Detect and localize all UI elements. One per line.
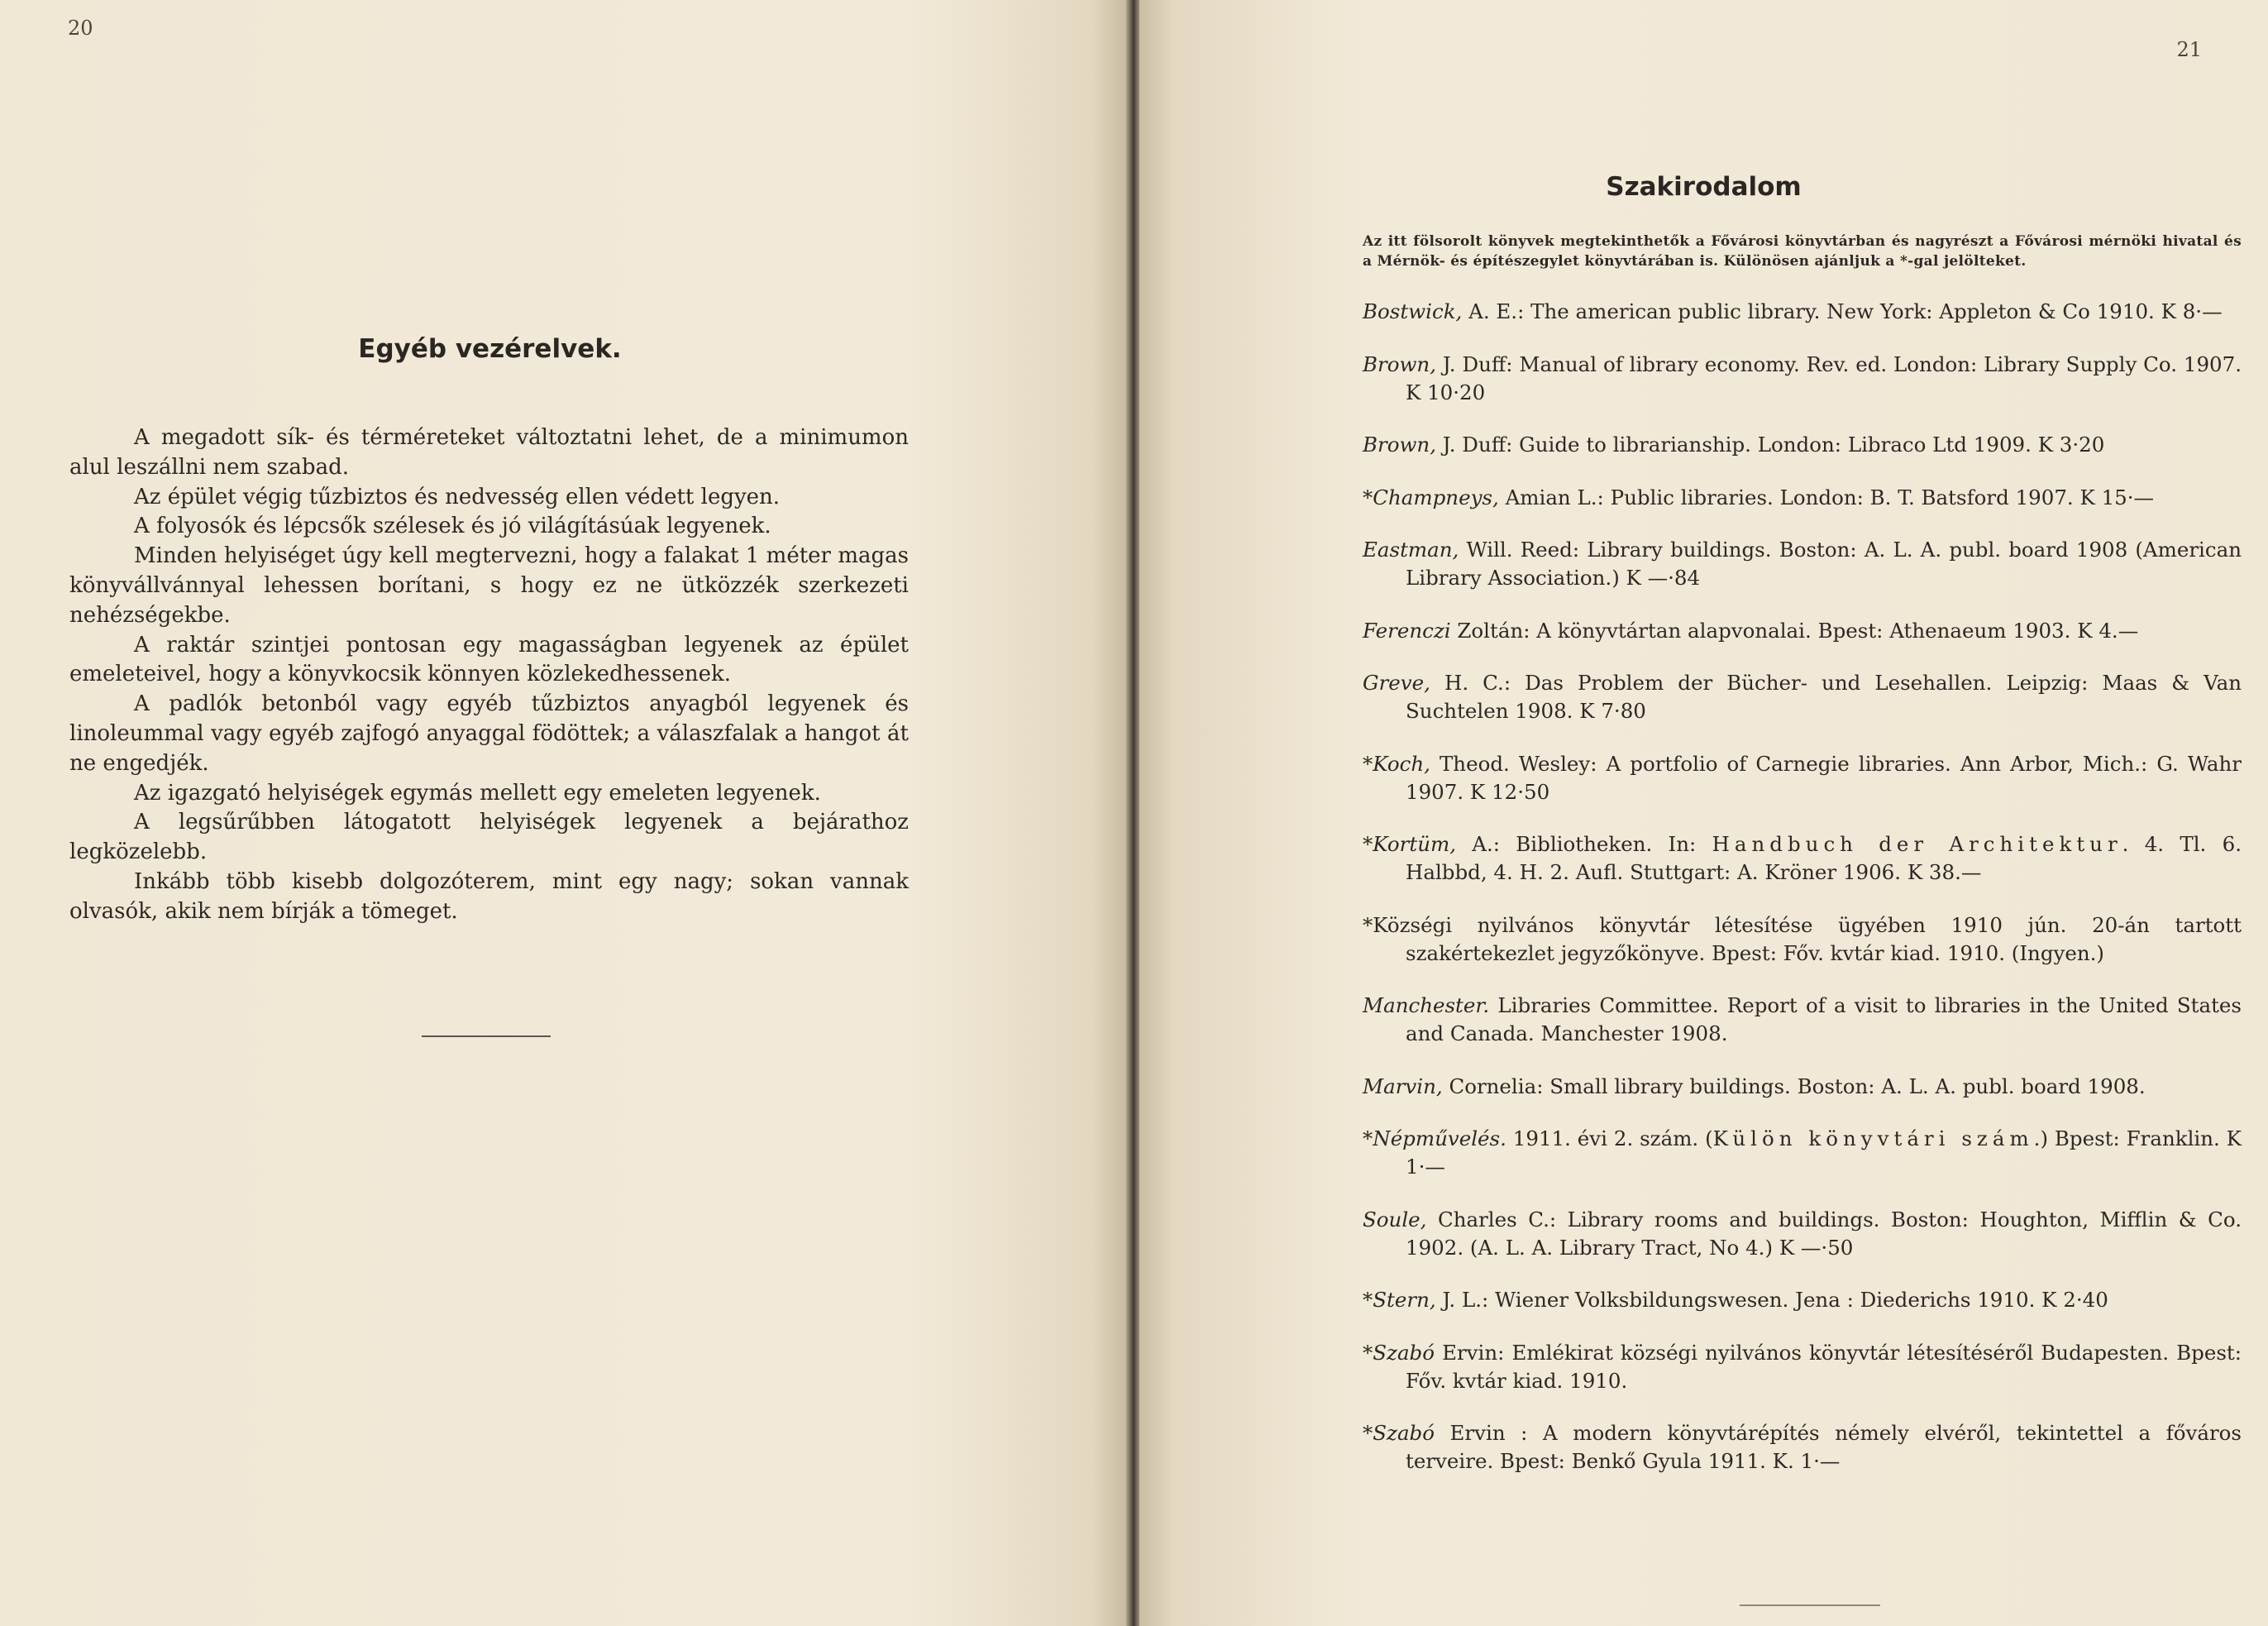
paragraph: A folyosók és lépcsők szélesek és jó világításúak legyenek. [134, 514, 771, 539]
reference-item: Brown, J. Duff: Manual of library economy. Rev. ed. London: Library Supply Co. 1907. K 10·20 [1363, 352, 2242, 404]
reference-item: Manchester. Libraries Committee. Report of a visit to libraries in the United States and Canada. Manchester 1908. [1363, 993, 2242, 1045]
section-title-right: Szakirodalom [1606, 172, 1802, 202]
reference-author: Kortüm, [1373, 832, 1457, 856]
spaced-title: Külön könyvtári szám [1712, 1126, 2034, 1150]
book-gutter [1126, 0, 1139, 1626]
reference-item: *Községi nyilvános könyvtár létesítése ügyében 1910 jún. 20-án tartott szakértekezlet jegyzőkönyve. Bpest: Főv. kvtár kiad. 1910. (Ingyen.) [1363, 912, 2242, 965]
reference-list [1363, 298, 2242, 1475]
paragraph: A raktár szintjei pontosan egy magasságban legyenek az épület emeleteivel, hogy a könyvkocsik könnyen közlekedhessenek. [69, 632, 909, 687]
reference-author: Stern, [1373, 1288, 1436, 1312]
closing-rule-left [422, 1035, 551, 1037]
left-body-text [69, 423, 909, 927]
section-title-left: Egyéb vezérelvek. [358, 334, 622, 364]
reference-item: *Kortüm, A.: Bibliotheken. In: Handbuch der Architektur. 4. Tl. 6. Halbbd, 4. H. 2. Aufl. Stuttgart: A. Kröner 1906. K 38.— [1363, 832, 2242, 884]
reference-item: *Szabó Ervin: Emlékirat községi nyilvános könyvtár létesítéséről Budapesten. Bpest: Főv. kvtár kiad. 1910. [1363, 1340, 2242, 1393]
paragraph: A megadott sík- és térméreteket változtatni lehet, de a minimumon alul leszállni nem szabad. [69, 425, 909, 480]
reference-author: Soule, [1363, 1207, 1427, 1231]
reference-author: Szabó [1373, 1421, 1435, 1445]
reference-item: Greve, H. C.: Das Problem der Bücher- und Lesehallen. Leipzig: Maas & Van Suchtelen 1908. K 7·80 [1363, 671, 2242, 723]
left-page [0, 0, 1126, 1626]
reference-author: Greve, [1363, 671, 1430, 695]
closing-rule-right [1740, 1604, 1880, 1606]
reference-author: Brown, [1363, 433, 1437, 457]
page-number-right: 21 [2176, 38, 2202, 61]
reference-item: Eastman, Will. Reed: Library buildings. Boston: A. L. A. publ. board 1908 (American Library Association.) K —·84 [1363, 538, 2242, 590]
reference-author: Champneys, [1373, 485, 1499, 509]
reference-item: *Népművelés. 1911. évi 2. szám. (Külön könyvtári szám.) Bpest: Franklin. K 1·— [1363, 1126, 2242, 1179]
reference-author: Népművelés. [1373, 1126, 1506, 1150]
reference-item: Bostwick, A. E.: The american public library. New York: Appleton & Co 1910. K 8·— [1363, 299, 2223, 323]
reference-item: *Stern, J. L.: Wiener Volksbildungswesen. Jena : Diederichs 1910. K 2·40 [1363, 1288, 2108, 1312]
page-number-left: 20 [68, 17, 93, 40]
reference-item: Ferenczi Zoltán: A könyvtártan alapvonalai. Bpest: Athenaeum 1903. K 4.— [1363, 618, 2139, 643]
reference-author: Koch, [1373, 751, 1430, 776]
bibliography-intro: Az itt fölsorolt könyvek megtekinthetők a Fővárosi könyvtárban és nagyrészt a Fővárosi mérnöki hivatal és a Mérnök- és építészegylet könyvtárában is. Különösen ajánljuk a *-gal jelölteket. [1363, 233, 2242, 270]
reference-item: Marvin, Cornelia: Small library buildings. Boston: A. L. A. publ. board 1908. [1363, 1074, 2146, 1098]
reference-author: Szabó [1373, 1340, 1435, 1365]
spaced-title: Handbuch der Architektur [1712, 832, 2122, 856]
reference-item: *Szabó Ervin : A modern könyvtárépítés némely elvéről, tekintettel a főváros terveire. Bpest: Benkő Gyula 1911. K. 1·— [1363, 1421, 2242, 1473]
reference-author: Bostwick, [1363, 299, 1463, 323]
reference-author: Marvin, [1363, 1074, 1443, 1098]
reference-item: Soule, Charles C.: Library rooms and buildings. Boston: Houghton, Mifflin & Co. 1902. (A. L. A. Library Tract, No 4.) K —·50 [1363, 1207, 2242, 1260]
reference-item: Brown, J. Duff: Guide to librarianship. London: Libraco Ltd 1909. K 3·20 [1363, 433, 2105, 457]
paragraph: Az épület végig tűzbiztos és nedvesség ellen védett legyen. [134, 484, 781, 509]
reference-item: *Koch, Theod. Wesley: A portfolio of Carnegie libraries. Ann Arbor, Mich.: G. Wahr 1907. K 12·50 [1363, 751, 2242, 804]
reference-author: Eastman, [1363, 538, 1459, 562]
reference-author: Brown, [1363, 352, 1437, 376]
right-page [1139, 0, 2268, 1626]
reference-author: Ferenczi [1363, 618, 1451, 643]
reference-author: Manchester. [1363, 993, 1490, 1017]
paragraph: A padlók betonból vagy egyéb tűzbiztos anyagból legyenek és linoleummal vagy egyéb zajfogó anyaggal födöttek; a válaszfalak a hangot át ne engedjék. [69, 691, 909, 776]
paragraph: Minden helyiséget úgy kell megtervezni, hogy a falakat 1 méter magas könyvállvánnyal lehessen borítani, s hogy ez ne ütközzék szerkezeti nehézségekbe. [69, 543, 909, 628]
reference-item: *Champneys, Amian L.: Public libraries. London: B. T. Batsford 1907. K 15·— [1363, 485, 2155, 509]
paragraph: A legsűrűbben látogatott helyiségek legyenek a bejárathoz legközelebb. [69, 810, 909, 865]
paragraph: Inkább több kisebb dolgozóterem, mint egy nagy; sokan vannak olvasók, akik nem bírják a tömeget. [69, 868, 909, 924]
paragraph: Az igazgató helyiségek egymás mellett egy emeleten legyenek. [134, 780, 821, 806]
